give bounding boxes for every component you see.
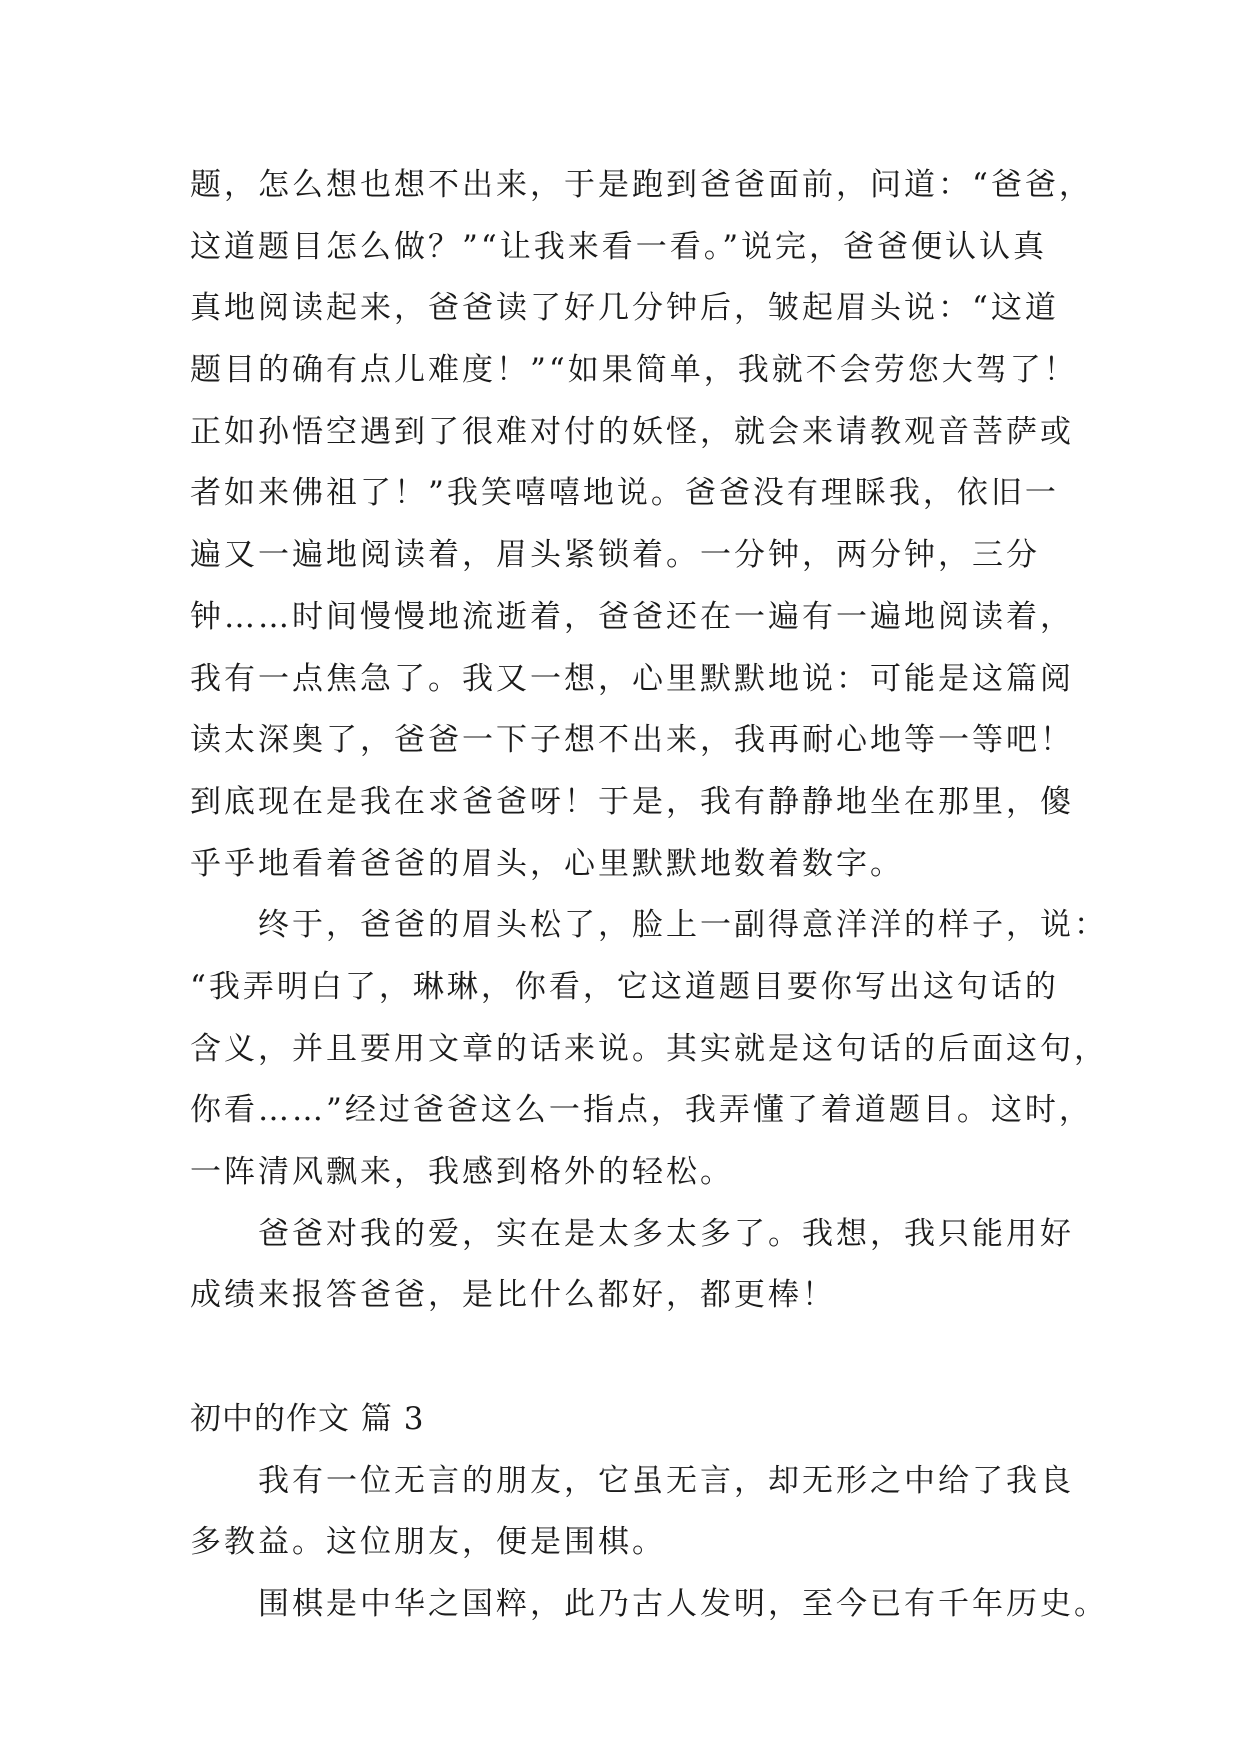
paragraph-3 <box>190 1204 1074 1327</box>
section-spacer <box>190 1327 1050 1389</box>
text-line: 我有一点焦急了。我又一想，心里默默地说：可能是这篇阅 <box>190 660 1074 697</box>
text-line: 真地阅读起来，爸爸读了好几分钟后，皱起眉头说：“这道 <box>190 290 1059 327</box>
text-line: 者如来佛祖了！”我笑嘻嘻地说。爸爸没有理睬我，依旧一 <box>190 475 1059 512</box>
text-line: 题目的确有点儿难度！”“如果简单，我就不会劳您大驾了！ <box>190 352 1078 389</box>
paragraph-2 <box>190 895 1108 1203</box>
text-line: 多教益。这位朋友，便是围棋。 <box>190 1524 666 1561</box>
text-line: 钟……时间慢慢地流逝着，爸爸还在一遍有一遍地阅读着， <box>190 598 1074 635</box>
paragraph-5 <box>190 1574 1108 1636</box>
text-line: 一阵清风飘来，我感到格外的轻松。 <box>190 1154 734 1190</box>
text-line: 成绩来报答爸爸，是比什么都好，都更棒！ <box>190 1277 836 1314</box>
text-line: 爸爸对我的爱，实在是太多太多了。我想，我只能用好 <box>258 1215 1074 1252</box>
text-line: 围棋是中华之国粹，此乃古人发明，至今已有千年历史。 <box>258 1586 1108 1623</box>
paragraph-4 <box>190 1451 1074 1574</box>
text-line: 遍又一遍地阅读着，眉头紧锁着。一分钟，两分钟，三分 <box>190 537 1040 574</box>
paragraph-1 <box>190 155 1093 895</box>
text-line: 乎乎地看着爸爸的眉头，心里默默地数着数字。 <box>190 845 904 882</box>
text-line: “我弄明白了，琳琳，你看，它这道题目要你写出这句话的 <box>190 968 1059 1005</box>
text-line: 读太深奥了，爸爸一下子想不出来，我再耐心地等一等吧！ <box>190 722 1074 759</box>
text-line: 正如孙悟空遇到了很难对付的妖怪，就会来请教观音菩萨或 <box>190 413 1074 450</box>
text-line: 到底现在是我在求爸爸呀！于是，我有静静地坐在那里，傻 <box>190 783 1074 820</box>
text-line: 这道题目怎么做？”“让我来看一看。”说完，爸爸便认认真 <box>190 228 1048 265</box>
section-heading: 初中的作文 篇 3 <box>190 1401 425 1438</box>
document-body <box>190 155 1108 1636</box>
text-line: 你看……”经过爸爸这么一指点，我弄懂了着道题目。这时， <box>190 1092 1093 1129</box>
text-line: 我有一位无言的朋友，它虽无言，却无形之中给了我良 <box>258 1462 1074 1499</box>
text-line: 终于，爸爸的眉头松了，脸上一副得意洋洋的样子，说： <box>258 907 1108 944</box>
text-line: 含义，并且要用文章的话来说。其实就是这句话的后面这句， <box>190 1030 1108 1067</box>
text-line: 题，怎么想也想不出来，于是跑到爸爸面前，问道：“爸爸， <box>190 167 1093 203</box>
